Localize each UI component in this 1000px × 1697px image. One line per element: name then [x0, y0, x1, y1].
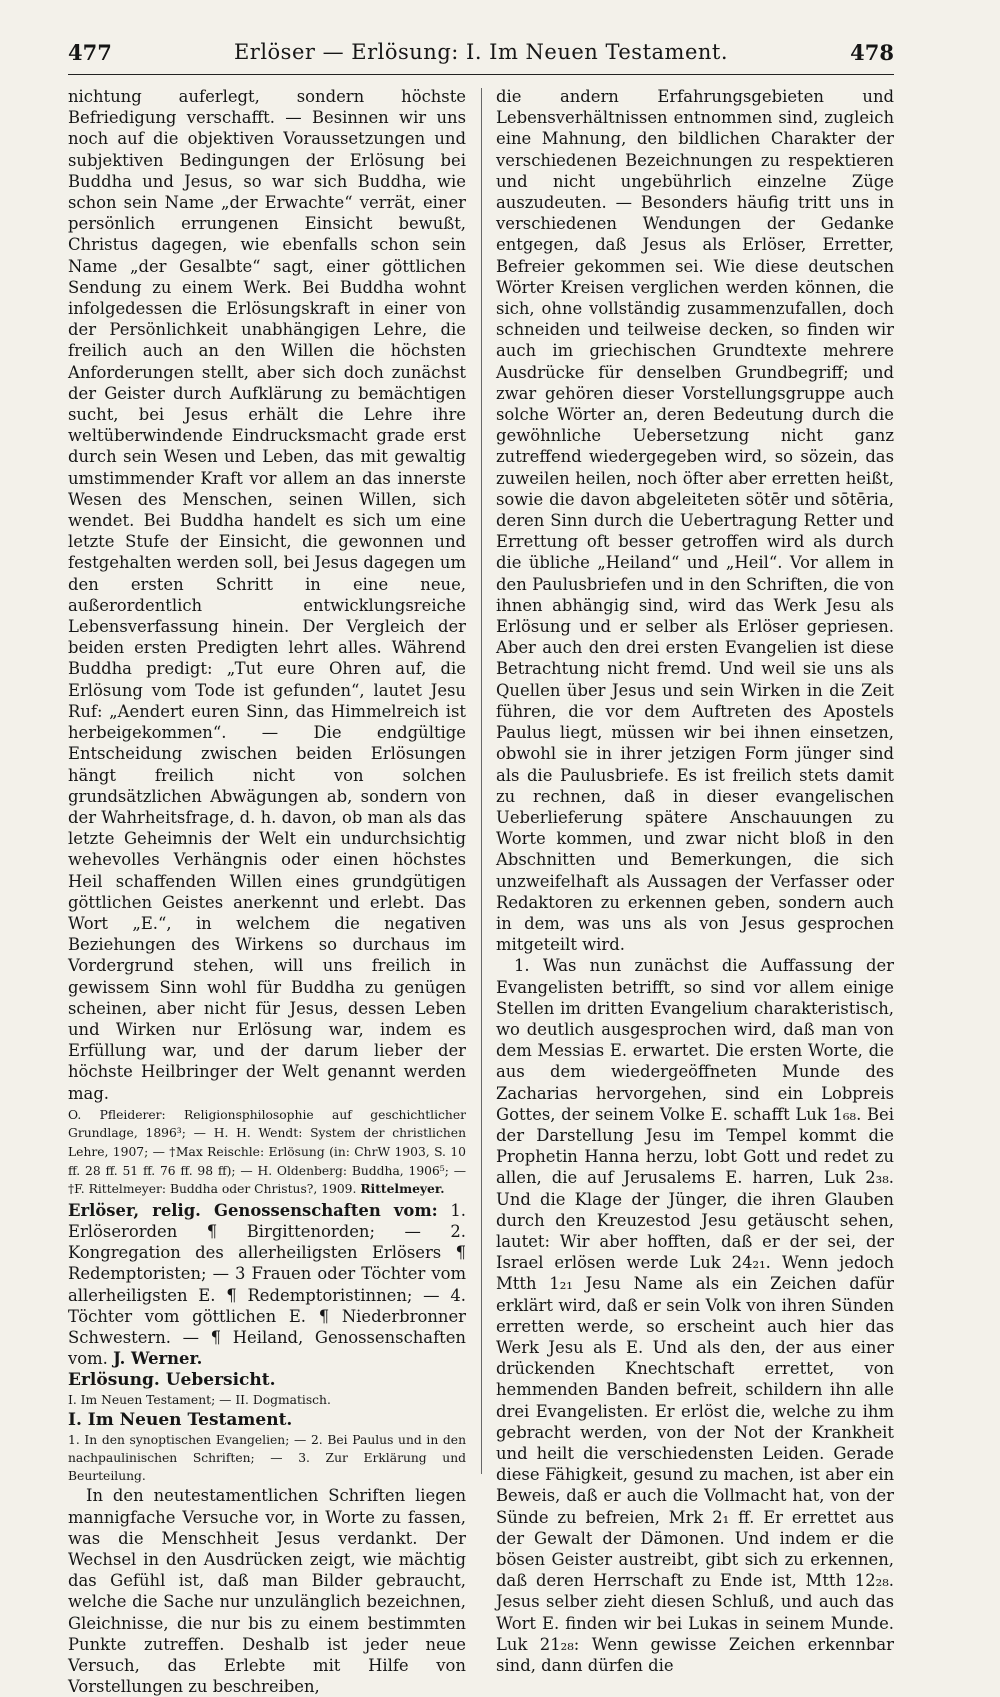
- left-column: [68, 86, 466, 1697]
- running-title: Erlöser — Erlösung: I. Im Neuen Testament.: [233, 40, 729, 64]
- entry-text: 1. Erlöserorden ¶ Birgittenorden; — 2. Kongregation des allerheiligsten Erlösers ¶ Redemptoristen; — 3 Frauen oder Töchter vom allerheiligsten E. ¶ Redemptoristinnen; — 4. Töchter vom göttlichen E. ¶ Niederbronner Schwestern. — ¶ Heiland, Genossenschaften vom.: [68, 1200, 466, 1369]
- author-signature: J. Werner.: [113, 1349, 203, 1369]
- paragraph: 1. Was nun zunächst die Auffassung der Evangelisten betrifft, so sind vor allem einige Stellen im dritten Evangelium charakteristisch, wo deutlich ausgesprochen wird, daß man von dem Messias E. erwartet. Die ersten Worte, die aus dem wiedergeöffneten Munde des Zacharias hervorgehen, sind ein Lobpreis Gottes, der seinem Volke E. schafft Luk 1₆₈. Bei der Darstellung Jesu im Tempel kommt die Prophetin Hanna herzu, lobt Gott und redet zu allen, die auf Jerusalems E. harren, Luk 2₃₈. Und die Klage der Jünger, die ihren Glauben durch den Kreuzestod Jesu getäuscht sehen, lautet: Wir aber hofften, daß er der sei, der Israel erlösen werde Luk 24₂₁. Wenn jedoch Mtth 1₂₁ Jesu Name als ein Zeichen dafür erklärt wird, daß er sein Volk von ihren Sünden erretten werde, so erscheint auch hier das Werk Jesu als E. Und als den, der aus einer drückenden Knechtschaft errettet, von hemmenden Banden befreit, schildern ihn alle drei Evangelisten. Er erlöst die, welche zu ihm gebracht werden, von der Not der Krankheit und heilt die verschiedensten Leiden. Gerade diese Fähigkeit, gesund zu machen, ist aber ein Beweis, daß er auch die Vollmacht hat, von der Sünde zu befreien, Mrk 2₁ ff. Er errettet aus der Gewalt der Dämonen. Und indem er die bösen Geister austreibt, gibt sich zu erkennen, daß deren Herrschaft zu Ende ist, Mtth 12₂₈. Jesus selber zieht diesen Schluß, und auch das Wort E. finden wir bei Lukas in seinem Munde. Luk 21₂₈: Wenn gewisse Zeichen erkennbar sind, dann dürfen die: [496, 956, 894, 1676]
- paragraph: die andern Erfahrungsgebieten und Lebensverhältnissen entnommen sind, zugleich eine Mahnung, den bildlichen Charakter der verschiedenen Bezeichnungen zu respektieren und nicht ungebührlich einzelne Züge auszudeuten. — Besonders häufig tritt uns in verschiedenen Wendungen der Gedanke entgegen, daß Jesus als Erlöser, Erretter, Befreier gekommen sei. Wie diese deutschen Wörter Kreisen verglichen werden können, die sich, ohne vollständig zusammenzufallen, doch schneiden und teilweise decken, so finden wir auch im griechischen Grundtexte mehrere Ausdrücke für denselben Grundbegriff; und zwar gehören dieser Vorstellungsgruppe auch solche Wörter an, deren Bedeutung durch die gewöhnliche Uebersetzung nicht ganz zutreffend wiedergegeben wird, so sözein, das zuweilen heilen, noch öfter aber erretten heißt, sowie die davon abgeleiteten sötēr und sōtēria, deren Sinn durch die Uebertragung Retter und Errettung oft besser getroffen wird als durch die übliche „Heiland“ und „Heil“. Vor allem in den Paulusbriefen und in den Schriften, die von ihnen abhängig sind, wird das Werk Jesu als Erlösung und er selber als Erlöser gepriesen. Aber auch den drei ersten Evangelien ist diese Betrachtung nicht fremd. Und weil sie uns als Quellen über Jesus und sein Wirken in die Zeit führen, die vor dem Auftreten des Apostels Paulus liegt, müssen wir bei ihnen einsetzen, obwohl sie in ihrer jetzigen Form jünger sind als die Paulusbriefe. Es ist freilich stets damit zu rechnen, daß in dieser evangelischen Ueberlieferung spätere Anschauungen zu Worte kommen, und zwar nicht bloß in den Abschnitten und Bemerkungen, die sich unzweifelhaft als Aussagen der Verfasser oder Redaktoren zu erkennen geben, sondern auch in dem, was uns als von Jesus gesprochen mitgeteilt wird.: [496, 87, 894, 955]
- references: [68, 1106, 466, 1199]
- paragraph: In den neutestamentlichen Schriften liegen mannigfache Versuche vor, in Worte zu fassen, was die Menschheit Jesus verdankt. Der Wechsel in den Ausdrücken zeigt, wie mächtig das Gefühl ist, daß man Bilder gebraucht, welche die Sache nur unzulänglich bezeichnen, Gleichnisse, die nur bis zu einem bestimmten Punkte zutreffen. Deshalb ist jeder neue Versuch, das Erlebte mit Hilfe von Vorstellungen zu beschreiben,: [68, 1486, 466, 1697]
- section-heading: Erlösung. Uebersicht.: [68, 1370, 276, 1391]
- paragraph: nichtung auferlegt, sondern höchste Befriedigung verschafft. — Besinnen wir uns noch auf die objektiven Voraussetzungen und subjektiven Bedingungen der Erlösung bei Buddha und Jesus, so war sich Buddha, wie schon sein Name „der Erwachte“ verrät, einer persönlich errungenen Einsicht bewußt, Christus dagegen, wie ebenfalls schon sein Name „der Gesalbte“ sagt, einer göttlichen Sendung zu einem Werk. Bei Buddha wohnt infolgedessen die Erlösungskraft in einer von der Persönlichkeit unabhängigen Lehre, die freilich auch an den Willen die höchsten Anforderungen stellt, aber sich doch zunächst der Geister durch Aufklärung zu bemächtigen sucht, bei Jesus erhält die Lehre ihre weltüberwindende Eindrucksmacht grade erst durch sein Wesen und Leben, das mit gewaltig umstimmender Kraft vor allem an das innerste Wesen des Menschen, seinen Willen, sich wendet. Bei Buddha handelt es sich um eine letzte Stufe der Einsicht, die gewonnen und festgehalten werden soll, bei Jesus dagegen um den ersten Schritt in eine neue, außerordentlich entwicklungsreiche Lebensverfassung hinein. Der Vergleich der beiden ersten Predigten lehrt alles. Während Buddha predigt: „Tut eure Ohren auf, die Erlösung vom Tode ist gefunden“, lautet Jesu Ruf: „Aendert euren Sinn, das Himmelreich ist herbeigekommen“. — Die endgültige Entscheidung zwischen beiden Erlösungen hängt freilich nicht von solchen grundsätzlichen Abwägungen ab, sondern von der Wahrheitsfrage, d. h. davon, ob man als das letzte Geheimnis der Welt ein undurchsichtig wehevolles Verhängnis oder einen höchstes Heil schaffenden Willen eines grundgütigen göttlichen Geistes anerkennt und erlebt. Das Wort „E.“, in welchem die negativen Beziehungen des Wirkens so durchaus im Vordergrund stehen, will uns freilich in gewissem Sinn wohl für Buddha zu genügen scheinen, aber nicht für Jesus, dessen Leben und Wirken nur Erlösung war, indem es Erfüllung war, und der darum lieber der höchste Heilbringer der Welt genannt werden mag.: [68, 87, 466, 1103]
- page-number-right: 478: [850, 40, 894, 65]
- page-header: [68, 40, 894, 78]
- entry-genossenschaften: [68, 1200, 466, 1370]
- header-rule: [68, 74, 894, 75]
- right-column: [496, 86, 894, 1676]
- section-overview: I. Im Neuen Testament; — II. Dogmatisch.: [68, 1393, 331, 1408]
- column-divider: [481, 88, 482, 1474]
- references-text: O. Pfleiderer: Religionsphilosophie auf geschichtlicher Grundlage, 1896³; — H. H. Wendt: System der christlichen Lehre, 1907; — †Max Reischle: Erlösung (in: ChrW 1903, S. 10 ff. 28 ff. 51 ff. 76 ff. 98 ff); — H. Oldenberg: Buddha, 1906⁵; — †F. Rittelmeyer: Buddha oder Christus?, 1909.: [68, 1107, 466, 1197]
- subsection-heading: I. Im Neuen Testament.: [68, 1410, 293, 1431]
- subsection-overview: 1. In den synoptischen Evangelien; — 2. Bei Paulus und in den nachpaulinischen Schriften; — 3. Zur Erklärung und Beurteilung.: [68, 1433, 466, 1484]
- page-number-left: 477: [68, 40, 112, 65]
- author-signature: Rittelmeyer.: [360, 1181, 445, 1197]
- entry-heading: Erlöser, relig. Genossenschaften vom:: [68, 1200, 438, 1220]
